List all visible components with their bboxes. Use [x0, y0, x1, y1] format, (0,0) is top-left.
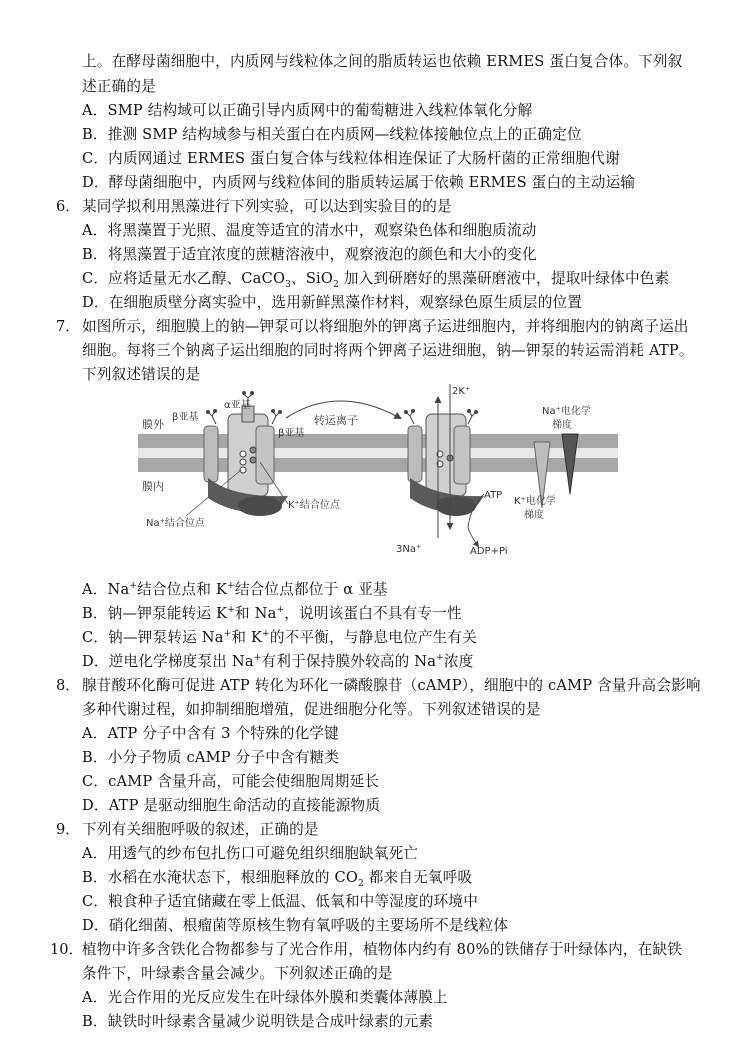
q10-option-a: A．光合作用的光反应发生在叶绿体外膜和类囊体薄膜上	[82, 989, 448, 1006]
label-k-gradient-1: K⁺电化学	[514, 496, 556, 507]
q5-option-a: A．SMP 结构域可以正确引导内质网中的葡萄糖进入线粒体氧化分解	[82, 102, 533, 119]
q7-stem-3: 下列叙述错误的是	[82, 366, 201, 383]
q7-number: 7．	[56, 318, 80, 335]
q7-stem-2: 细胞。每将三个钠离子运出细胞的同时将两个钾离子运进细胞，钠—钾泵的转运需消耗 ATP。	[82, 342, 694, 359]
q7-option-a: A．Na+结合位点和 K+结合位点都位于 α 亚基	[82, 581, 388, 598]
q6-number: 6．	[56, 198, 80, 215]
label-3na: 3Na⁺	[396, 544, 422, 555]
left-beta-subunit	[204, 426, 218, 482]
label-na-gradient-1: Na⁺电化学	[542, 406, 591, 417]
q9-option-c: C．粮食种子适宜储藏在零上低温、低氧和中等湿度的环境中	[82, 893, 479, 910]
label-na-gradient-2: 梯度	[552, 420, 572, 431]
q5-option-d: D．酵母菌细胞中，内质网与线粒体间的脂质转运属于依赖 ERMES 蛋白的主动运输	[82, 174, 636, 191]
q6-option-d: D．在细胞质壁分离实验中，选用新鲜黑藻作材料，观察绿色原生质层的位置	[82, 294, 583, 311]
label-adp-pi: ADP+Pi	[470, 546, 508, 557]
q10-option-b: B．缺铁时叶绿素含量减少说明铁是合成叶绿素的元素	[82, 1013, 434, 1030]
label-atp: ATP	[484, 490, 503, 501]
pump-diagram-svg	[138, 378, 618, 564]
q7-stem-1: 如图所示，细胞膜上的钠—钾泵可以将细胞外的钾离子运进细胞内，并将细胞内的钠离子运出	[82, 318, 689, 335]
q6-stem: 某同学拟利用黑藻进行下列实验，可以达到实验目的的是	[82, 198, 452, 215]
q7-option-c: C．钠—钾泵转运 Na+和 K+的不平衡，与静息电位产生有关	[82, 629, 478, 646]
label-k-gradient-2: 梯度	[524, 510, 544, 521]
q6-option-a: A．将黑藻置于光照、温度等适宜的清水中，观察染色体和细胞质流动	[82, 222, 537, 239]
sodium-potassium-pump-diagram	[138, 378, 618, 564]
q8-number: 8．	[56, 677, 80, 694]
label-beta-subunit-right: β亚基	[278, 428, 305, 439]
label-beta-subunit-left: β亚基	[172, 412, 199, 423]
q7-option-d: D．逆电化学梯度泵出 Na+有利于保持膜外较高的 Na+浓度	[82, 653, 474, 670]
q8-option-b: B．小分子物质 cAMP 分子中含有糖类	[82, 749, 340, 766]
q7-option-b: B．钠—钾泵能转运 K+和 Na+，说明该蛋白不具有专一性	[82, 605, 462, 622]
q8-option-a: A．ATP 分子中含有 3 个特殊的化学键	[82, 725, 339, 742]
q9-stem: 下列有关细胞呼吸的叙述，正确的是	[82, 821, 319, 838]
q6-option-c: C．应将适量无水乙醇、CaCO$_3$、SiO$_2$ 加入到研磨好的黑藻研磨液中，提取叶绿体中色素	[82, 270, 670, 290]
q9-number: 9．	[56, 821, 80, 838]
q10-number: 10．	[50, 941, 84, 958]
label-2k: 2K⁺	[452, 386, 471, 397]
q8-option-d: D．ATP 是驱动细胞生命活动的直接能源物质	[82, 797, 381, 814]
label-inside: 膜内	[142, 480, 164, 493]
label-outside: 膜外	[142, 418, 164, 431]
label-transfer-ions: 转运离子	[314, 414, 358, 427]
q10-stem-2: 条件下，叶绿素含量会减少。下列叙述正确的是	[82, 965, 393, 982]
q9-option-b: B．水稻在水淹状态下，根细胞释放的 $CO_2$ 都来自无氧呼吸	[82, 869, 473, 889]
q8-option-c: C．cAMP 含量升高，可能会使细胞周期延长	[82, 773, 380, 790]
q9-option-d: D．硝化细菌、根瘤菌等原核生物有氧呼吸的主要场所不是线粒体	[82, 917, 509, 934]
q8-stem-2: 多种代谢过程，如抑制细胞增殖，促进细胞分化等。下列叙述错误的是	[82, 701, 541, 718]
label-na-binding-site: Na⁺结合位点	[146, 518, 205, 529]
label-k-binding-site: K⁺结合位点	[288, 500, 340, 511]
q5-stem-cont-1: 上。在酵母菌细胞中，内质网与线粒体之间的脂质转运也依赖 ERMES 蛋白复合体。下列叙	[82, 53, 683, 70]
q5-option-b: B．推测 SMP 结构域参与相关蛋白在内质网—线粒体接触位点上的正确定位	[82, 126, 582, 143]
q8-stem-1: 腺苷酸环化酶可促进 ATP 转化为环化一磷酸腺苷（cAMP），细胞中的 cAMP 含量升高会影响	[82, 677, 701, 694]
q5-stem-cont-2: 述正确的是	[82, 78, 156, 95]
label-alpha-subunit: α亚基	[224, 400, 251, 411]
q6-option-b: B．将黑藻置于适宜浓度的蔗糖溶液中，观察液泡的颜色和大小的变化	[82, 246, 537, 263]
q9-option-a: A．用透气的纱布包扎伤口可避免组织细胞缺氧死亡	[82, 845, 419, 862]
q5-option-c: C．内质网通过 ERMES 蛋白复合体与线粒体相连保证了大肠杆菌的正常细胞代谢	[82, 150, 620, 167]
q10-stem-1: 植物中许多含铁化合物都参与了光合作用，植物体内约有 80%的铁储存于叶绿体内，在缺铁	[82, 941, 683, 958]
